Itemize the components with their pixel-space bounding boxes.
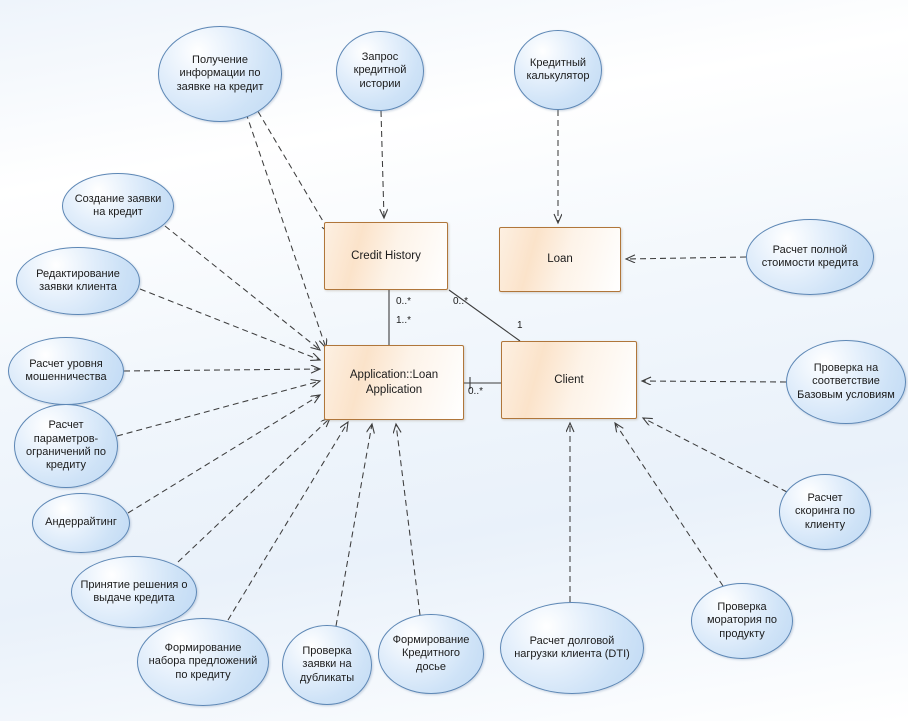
usecase-credit-dossier[interactable] (378, 614, 484, 694)
usecase-create-application[interactable] (62, 173, 174, 239)
dep-createapplication-application (165, 226, 320, 350)
usecase-edit-application[interactable] (16, 247, 140, 315)
multiplicity-client-one: 1 (517, 320, 523, 331)
dep-dossier-application (396, 424, 420, 615)
dep-fraud-application (124, 369, 320, 371)
multiplicity-loan-client: 0..* (453, 296, 469, 307)
class-loan-label: Loan (547, 253, 573, 266)
class-application-loan-application[interactable] (324, 345, 464, 420)
usecase-limit-params[interactable] (14, 404, 118, 488)
dep-getinfo-application (246, 113, 326, 348)
dep-limitparams-application (117, 381, 320, 436)
usecase-scoring[interactable] (779, 474, 871, 550)
usecase-dti[interactable] (500, 602, 644, 694)
usecase-fraud-level[interactable] (8, 337, 124, 405)
usecase-underwriting-label: Андеррайтинг (45, 516, 117, 529)
usecase-credit-dossier-label: Формирование Кредитного досье (392, 633, 470, 673)
dep-duplicates-application (336, 424, 372, 626)
usecase-create-application-label: Создание заявки на кредит (74, 192, 162, 218)
usecase-dti-label: Расчет долговой нагрузки клиента (DTI) (514, 634, 630, 660)
usecase-limit-params-label: Расчет параметров-ограничений по кредиту (26, 419, 106, 472)
usecase-scoring-label: Расчет скоринга по клиенту (795, 491, 855, 531)
dep-moratorium-client (615, 423, 723, 586)
dep-fullcost-loan (626, 257, 746, 259)
class-credit-history[interactable] (324, 222, 448, 290)
usecase-moratorium-label: Проверка моратория по продукту (706, 600, 778, 640)
usecase-credit-calculator[interactable] (514, 30, 602, 110)
usecase-credit-history-request[interactable] (336, 31, 424, 111)
usecase-decision-label: Принятие решения о выдаче кредита (80, 578, 188, 604)
usecase-fraud-level-label: Расчет уровня мошенничества (25, 357, 107, 383)
dep-underwriting-application (128, 395, 320, 513)
class-client-label: Client (554, 373, 584, 386)
usecase-underwriting[interactable] (32, 493, 130, 553)
usecase-base-conditions[interactable] (786, 340, 906, 424)
usecase-moratorium[interactable] (691, 583, 793, 659)
usecase-full-cost-label: Расчет полной стоимости кредита (761, 243, 859, 269)
usecase-full-cost[interactable] (746, 219, 874, 295)
usecase-offers-set-label: Формирование набора предложений по кредиту (148, 641, 258, 681)
usecase-duplicates-label: Проверка заявки на дубликаты (299, 644, 355, 684)
class-loan[interactable] (499, 227, 621, 292)
class-application-loan-application-label: Application::Loan Application (349, 369, 439, 396)
multiplicity-credithistory-lower: 1..* (396, 315, 412, 326)
dep-offers-application (228, 422, 348, 620)
dep-editapplication-application (140, 289, 320, 360)
usecase-base-conditions-label: Проверка на соответствие Базовым условиям (797, 361, 895, 401)
dep-baseconditions-client (642, 381, 786, 382)
usecase-credit-history-request-label: Запрос кредитной истории (353, 50, 407, 90)
usecase-offers-set[interactable] (137, 618, 269, 706)
dep-getinfo-credithistory (253, 103, 330, 233)
usecase-edit-application-label: Редактирование заявки клиента (36, 267, 120, 293)
dep-scoring-client (643, 418, 787, 492)
usecase-get-info[interactable] (158, 26, 282, 122)
class-credit-history-label: Credit History (351, 249, 421, 262)
usecase-duplicates[interactable] (282, 625, 372, 705)
multiplicity-application-client: 0..* (468, 386, 484, 397)
class-client[interactable] (501, 341, 637, 419)
usecase-decision[interactable] (71, 556, 197, 628)
usecase-credit-calculator-label: Кредитный калькулятор (526, 56, 590, 82)
usecase-get-info-label: Получение информации по заявке на кредит (176, 53, 264, 93)
dep-credithistoryrequest-credithistory (381, 111, 384, 218)
multiplicity-credithistory-upper: 0..* (396, 296, 412, 307)
